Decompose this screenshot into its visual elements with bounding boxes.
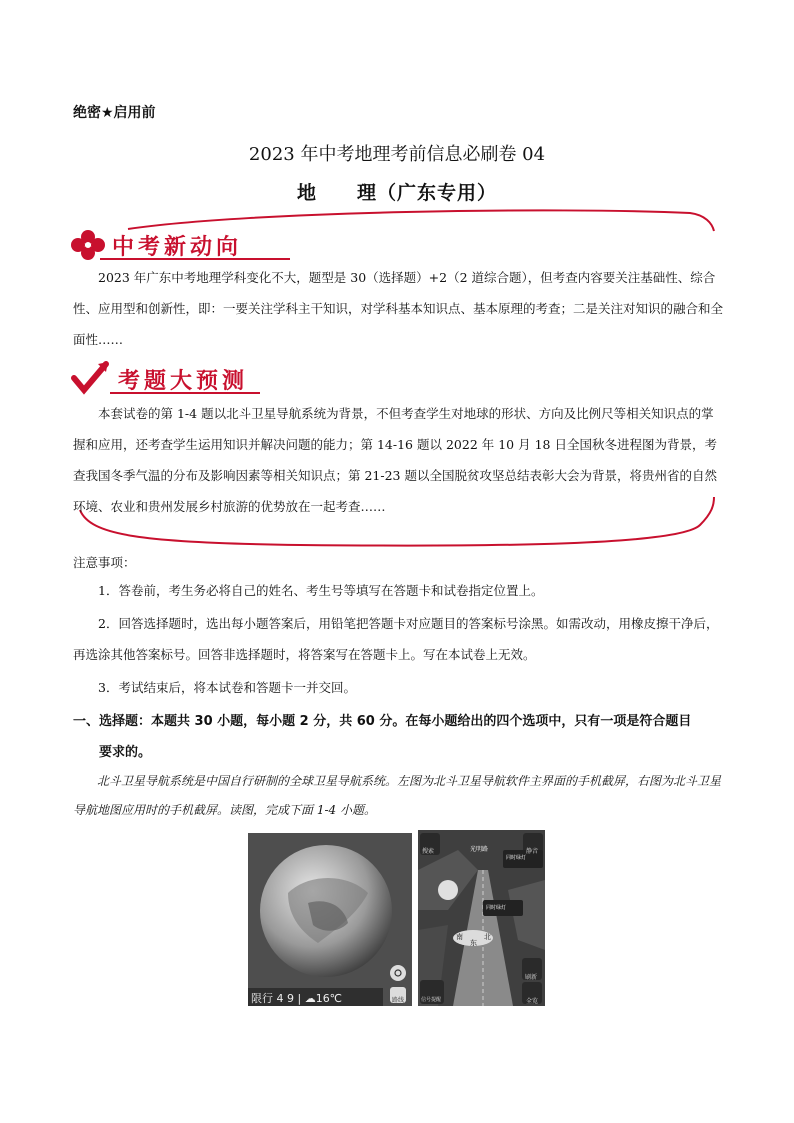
- map-callout: 同时绿灯: [486, 905, 507, 911]
- notes-heading: 注意事项：: [73, 555, 136, 570]
- search-button[interactable]: 搜索: [422, 848, 435, 855]
- check-arrow-icon: [70, 360, 110, 396]
- forecast-heading: 考题大预测: [118, 369, 249, 394]
- heading-underline: [110, 390, 270, 396]
- note-item: 1．答卷前，考生务必将自己的姓名、考生号等填写在答题卡和试卷指定位置上。: [98, 583, 544, 598]
- globe-screenshot: [248, 833, 412, 1006]
- trend-paragraph: 2023 年广东中考地理学科变化不大，题型是 30（选择题）+2（2 道综合题），但考查内容要关注基础性、综合性、应用型和创新性，即：一要关注学科主干知识，对学科基本知识点、基本原理的考查；二是关注对知识的融合和全面性……: [73, 270, 724, 347]
- compass-north: 北: [484, 933, 491, 941]
- compass-east: 东: [470, 939, 477, 947]
- trend-heading: 中考新动向: [112, 235, 243, 260]
- map-callout: 同时绿灯: [506, 855, 527, 861]
- question-intro: 北斗卫星导航系统是中国自行研制的全球卫星导航系统。左图为北斗卫星导航软件主界面的手机截屏，右图为北斗卫星导航地图应用时的手机截屏。读图，完成下面 1-4 小题。: [73, 774, 722, 817]
- note-item: 2．回答选择题时，选出每小题答案后，用铅笔把答题卡对应题目的答案标号涂黑。如需改动，用橡皮擦干净后，再选涂其他答案标号。回答非选择题时，将答案写在答题卡上。写在本试卷上无效。: [73, 616, 719, 662]
- section-heading: [73, 706, 723, 768]
- globe-image: [248, 833, 412, 1006]
- status-bar-text: 限行 4 9 | ☁16℃: [251, 992, 343, 1005]
- forecast-paragraph: 本套试卷的第 1-4 题以北斗卫星导航系统为背景，不但考查学生对地球的形状、方向及比例尺等相关知识点的掌握和应用，还考查学生运用知识并解决问题的能力；第 14-16 题以 2022 年 10 月 18 日全国秋冬进程图为背景，考查我国冬季气温的分布及影响因素等相关知识点；第 21-23 题以全国脱贫攻坚总结表彰大会为背景，将贵州省的自然环境、农业和贵州发展乡村旅游的优势放在一起考查……: [73, 406, 717, 514]
- exam-title: 2023 年中考地理考前信息必刷卷 04: [248, 144, 546, 165]
- section-heading-line2: 要求的。: [99, 745, 152, 760]
- navigation-screenshot: [418, 830, 545, 1006]
- route-label: 路线: [392, 997, 405, 1004]
- confidential-label: 绝密★启用前: [73, 105, 156, 121]
- locate-icon[interactable]: [390, 965, 406, 981]
- note-item: 3．考试结束后，将本试卷和答题卡一并交回。: [98, 680, 356, 695]
- overview-button[interactable]: 全览: [526, 998, 539, 1005]
- signal-button[interactable]: 信号提醒: [421, 997, 442, 1003]
- compass-south: 南: [456, 933, 463, 941]
- section-heading-line1: 一、选择题：本题共 30 小题，每小题 2 分，共 60 分。在每小题给出的四个选项中，只有一项是符合题目: [73, 714, 692, 729]
- street-label: 光明路: [470, 846, 489, 853]
- mute-button[interactable]: 静音: [526, 848, 539, 855]
- refresh-button[interactable]: 刷新: [525, 974, 538, 981]
- exam-subtitle: 地 理（广东专用）: [296, 182, 497, 204]
